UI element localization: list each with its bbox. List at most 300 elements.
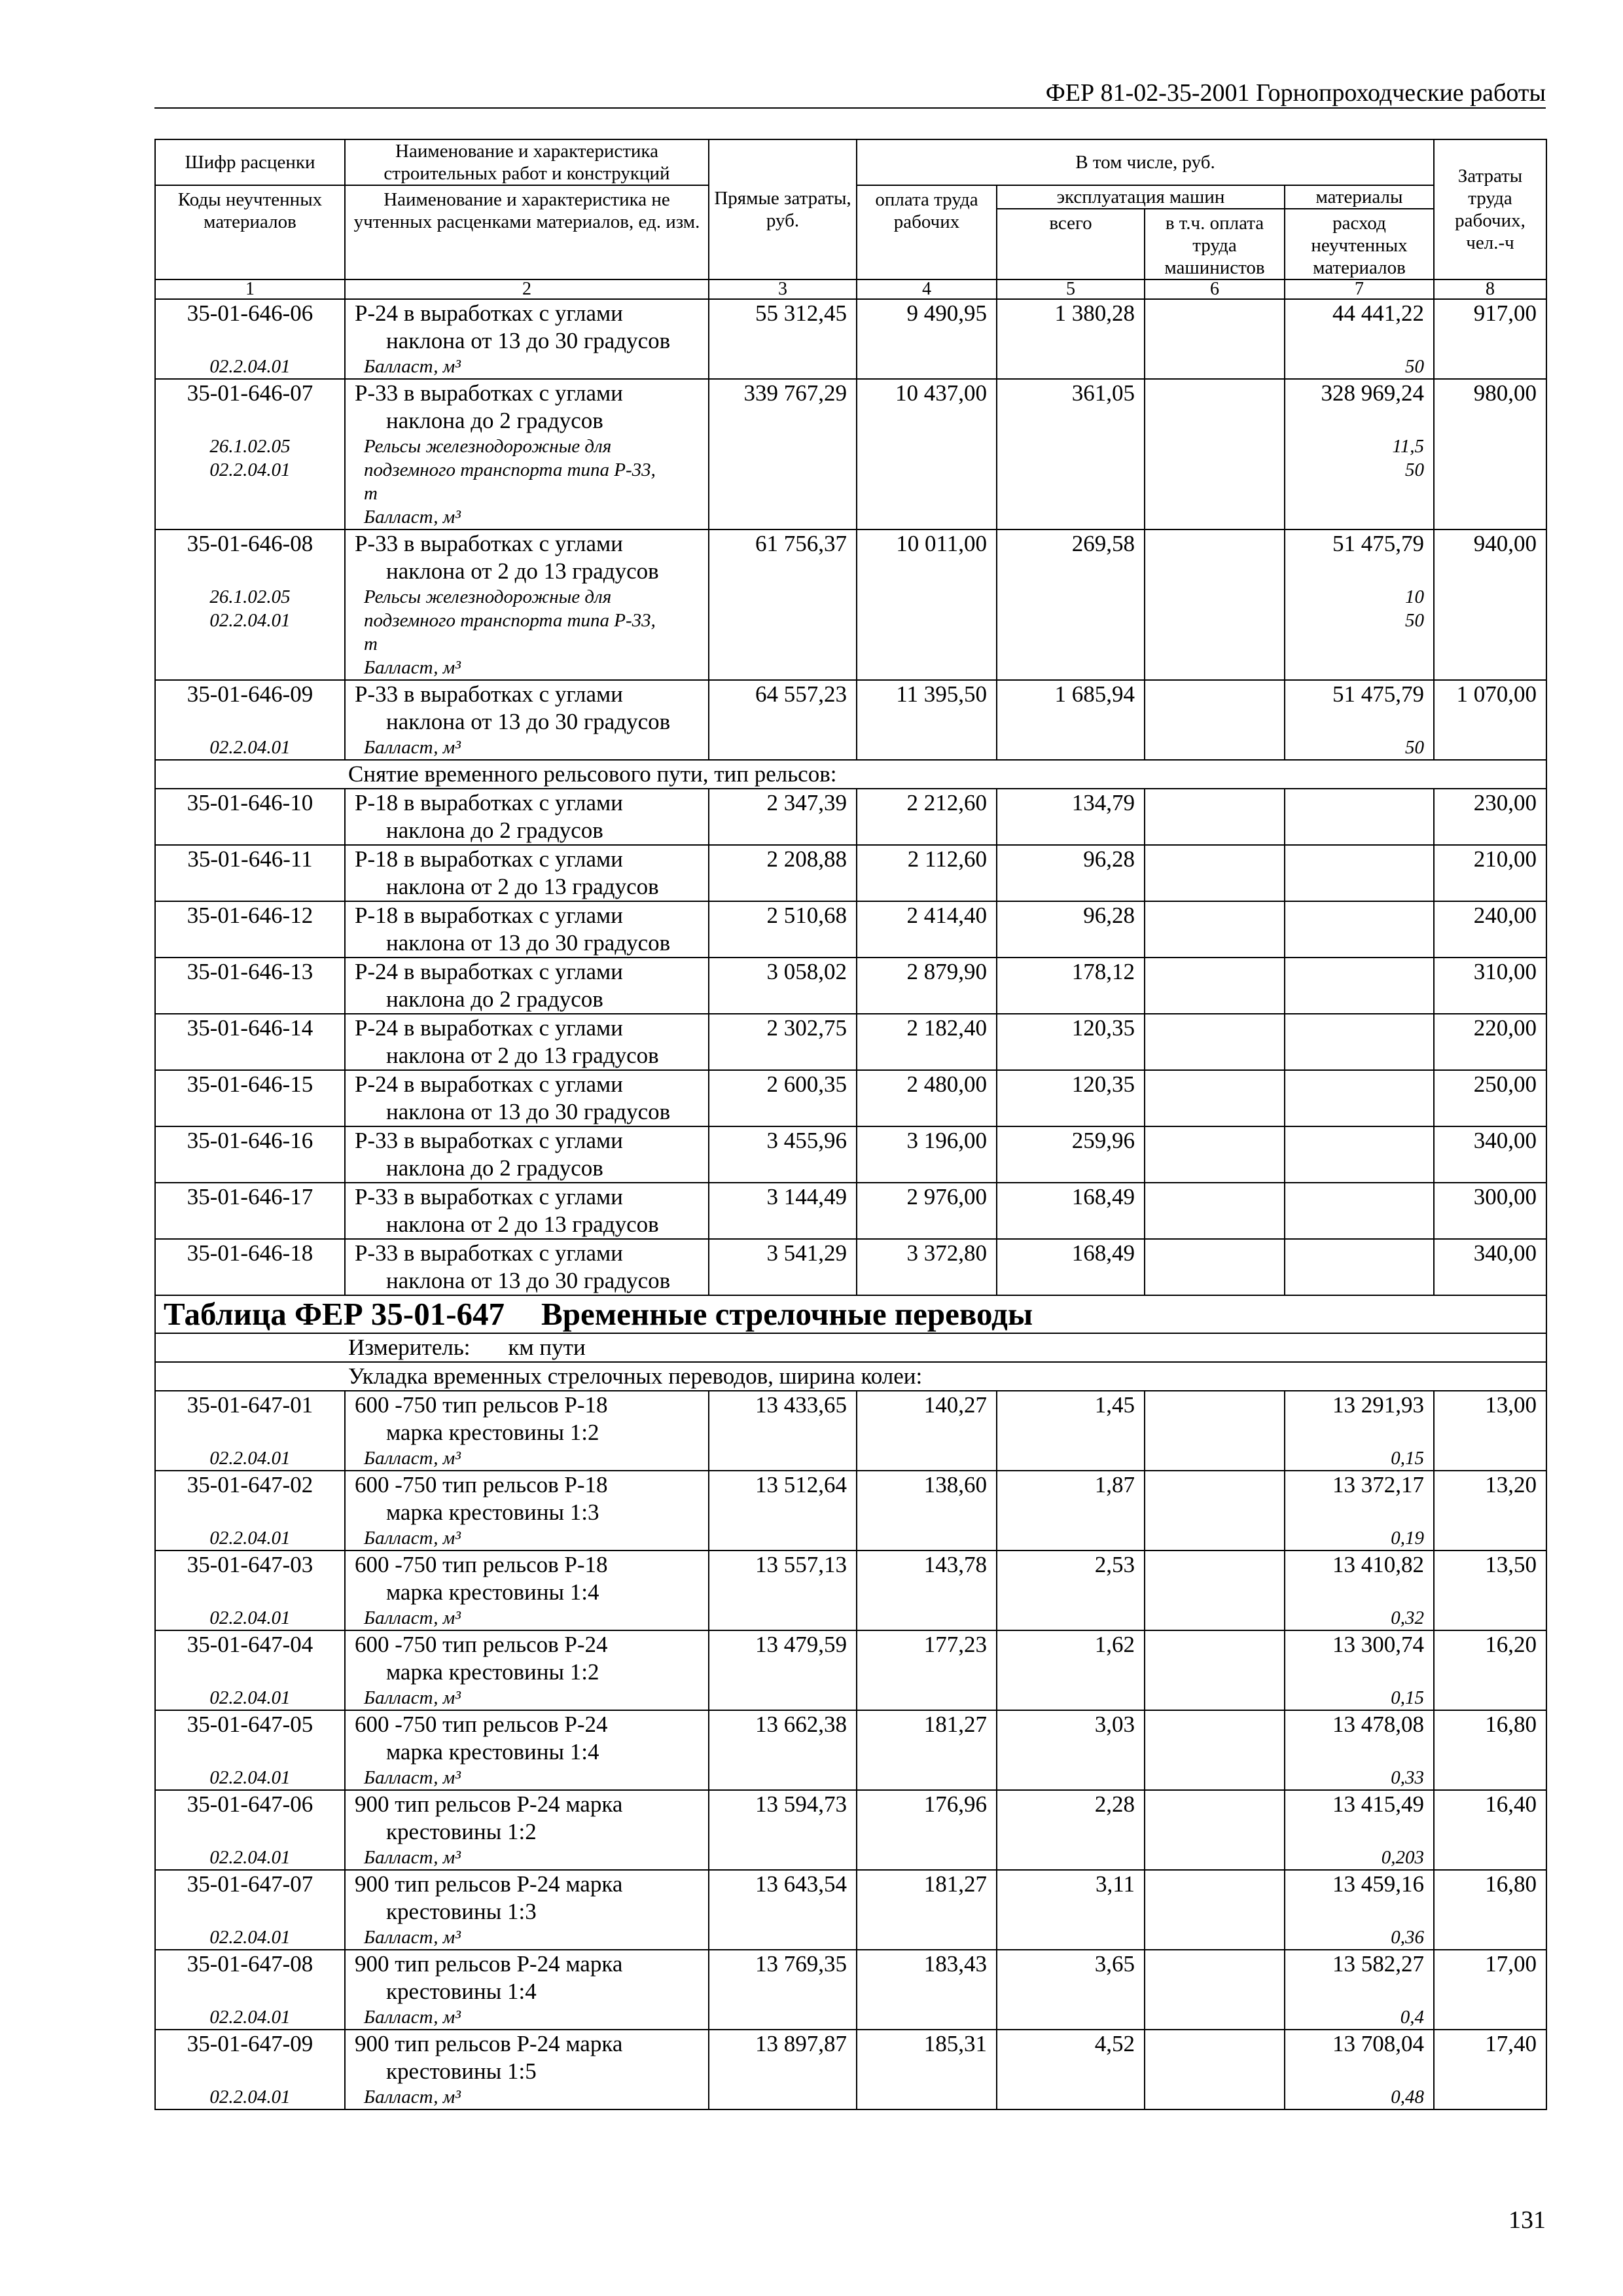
col-code-top: Шифр расценки — [155, 139, 345, 185]
value-cell-direct — [709, 680, 857, 760]
value-cell-direct — [709, 299, 857, 379]
work-name-line: Р-33 в выработках с углами — [355, 1184, 623, 1210]
rate-code-cell — [155, 1551, 345, 1630]
value-cell-labor — [1434, 1630, 1546, 1710]
value-cell-direct — [709, 1183, 857, 1239]
value-labor: 1 070,00 — [1456, 681, 1537, 707]
value-pay: 2 879,90 — [906, 959, 987, 984]
material-name-line: Балласт, м³ — [364, 657, 461, 678]
col-materials-sub: расход неучтенных материалов — [1285, 209, 1434, 279]
material-name-line: Балласт, м³ — [364, 2007, 461, 2028]
value-direct: 3 144,49 — [766, 1184, 847, 1210]
rate-code: 35-01-646-14 — [187, 1015, 313, 1041]
value-cell-mat — [1285, 1950, 1434, 2030]
value-labor: 300,00 — [1473, 1184, 1537, 1210]
value-cell-mat — [1285, 789, 1434, 845]
rate-code-cell — [155, 1630, 345, 1710]
work-name-line: Р-33 в выработках с углами — [355, 1128, 623, 1153]
value-cell-mach_pay — [1145, 1630, 1285, 1710]
value-cell-direct — [709, 1239, 857, 1295]
value-mach: 4,52 — [1094, 2031, 1135, 2056]
value-mat: 328 969,24 — [1321, 380, 1424, 406]
value-direct: 55 312,45 — [755, 300, 847, 326]
rate-code: 35-01-646-18 — [187, 1240, 313, 1266]
value-labor: 940,00 — [1473, 531, 1537, 556]
col-index: 2 — [345, 279, 709, 299]
value-mach: 259,96 — [1071, 1128, 1135, 1153]
table-row — [155, 2030, 1546, 2109]
rate-code: 35-01-646-07 — [187, 380, 313, 406]
value-labor: 13,00 — [1485, 1392, 1537, 1418]
work-name-line: марка крестовины 1:2 — [386, 1659, 599, 1685]
value-labor: 17,40 — [1485, 2031, 1537, 2056]
work-name-cell — [345, 901, 709, 958]
rate-code-cell — [155, 1710, 345, 1790]
value-mach: 361,05 — [1071, 380, 1135, 406]
value-direct: 339 767,29 — [743, 380, 847, 406]
value-cell-pay — [857, 1070, 997, 1126]
work-name-line: наклона до 2 градусов — [386, 817, 603, 843]
value-labor: 210,00 — [1473, 846, 1537, 872]
material-qty: 0,32 — [1391, 1607, 1424, 1628]
value-cell-mach — [997, 1183, 1145, 1239]
rate-code-cell — [155, 1870, 345, 1950]
value-cell-labor — [1434, 2030, 1546, 2109]
rates-group-647 — [155, 1391, 1546, 2109]
work-name-line: Р-33 в выработках с углами — [355, 380, 623, 406]
material-qty: 11,5 — [1392, 436, 1424, 457]
value-cell-mat — [1285, 379, 1434, 529]
work-name-line: наклона от 2 до 13 градусов — [386, 558, 659, 584]
material-code: 26.1.02.05 — [209, 436, 291, 457]
value-pay: 181,27 — [923, 1712, 987, 1737]
material-code: 02.2.04.01 — [209, 1927, 291, 1948]
rate-code: 35-01-646-17 — [187, 1184, 313, 1210]
work-name-line: 900 тип рельсов Р-24 марка — [355, 2031, 623, 2056]
value-mat: 51 475,79 — [1332, 531, 1424, 556]
value-mach: 1,62 — [1094, 1632, 1135, 1657]
value-cell-direct — [709, 1790, 857, 1870]
value-cell-mach_pay — [1145, 1471, 1285, 1551]
table-title-code: Таблица ФЕР 35-01-647 — [164, 1296, 505, 1332]
rate-code: 35-01-647-01 — [187, 1392, 313, 1418]
col-incl: В том числе, руб. — [857, 139, 1434, 185]
material-name-line: Балласт, м³ — [364, 1528, 461, 1549]
table-row — [155, 1471, 1546, 1551]
material-name-line: Балласт, м³ — [364, 2087, 461, 2108]
table-row — [155, 299, 1546, 379]
value-labor: 17,00 — [1485, 1951, 1537, 1977]
work-name-line: Р-33 в выработках с углами — [355, 531, 623, 556]
value-cell-labor — [1434, 529, 1546, 680]
value-cell-direct — [709, 1070, 857, 1126]
value-mach: 3,03 — [1094, 1712, 1135, 1737]
value-labor: 917,00 — [1473, 300, 1537, 326]
value-cell-direct — [709, 845, 857, 901]
table-row — [155, 1014, 1546, 1070]
value-labor: 16,40 — [1485, 1791, 1537, 1817]
table-647-heading — [155, 1295, 1546, 1391]
value-direct: 13 557,13 — [755, 1552, 847, 1577]
rate-code: 35-01-647-04 — [187, 1632, 313, 1657]
rate-code-cell — [155, 1790, 345, 1870]
table-row — [155, 789, 1546, 845]
section-heading: Укладка временных стрелочных переводов, ширина колеи: — [155, 1362, 1546, 1391]
value-cell-labor — [1434, 299, 1546, 379]
work-name-line: Р-24 в выработках с углами — [355, 1071, 623, 1097]
material-name-line: подземного транспорта типа Р-33, — [364, 459, 656, 480]
value-mach: 2,53 — [1094, 1552, 1135, 1577]
col-labor-pay: оплата труда рабочих — [857, 185, 997, 279]
work-name-line: марка крестовины 1:4 — [386, 1579, 599, 1605]
value-mat: 13 478,08 — [1332, 1712, 1424, 1737]
rate-code-cell — [155, 1471, 345, 1551]
rate-code-cell — [155, 529, 345, 680]
rate-code-cell — [155, 379, 345, 529]
value-pay: 10 011,00 — [896, 531, 987, 556]
value-mach: 3,11 — [1096, 1871, 1135, 1897]
value-cell-direct — [709, 529, 857, 680]
material-name-line: Балласт, м³ — [364, 737, 461, 758]
work-name-line: 600 -750 тип рельсов Р-18 — [355, 1472, 608, 1498]
value-cell-labor — [1434, 1471, 1546, 1551]
table-row — [155, 845, 1546, 901]
value-mach: 1,87 — [1094, 1472, 1135, 1498]
work-name-line: наклона от 13 до 30 градусов — [386, 1099, 671, 1124]
work-name-cell — [345, 1710, 709, 1790]
rate-code-cell — [155, 958, 345, 1014]
value-mach: 2,28 — [1094, 1791, 1135, 1817]
table-row — [155, 1551, 1546, 1630]
value-cell-labor — [1434, 901, 1546, 958]
col-index: 8 — [1434, 279, 1546, 299]
value-direct: 64 557,23 — [755, 681, 847, 707]
work-name-line: марка крестовины 1:4 — [386, 1739, 599, 1765]
work-name-line: наклона от 2 до 13 градусов — [386, 1043, 659, 1068]
table-row — [155, 1183, 1546, 1239]
work-name-cell — [345, 1391, 709, 1471]
value-labor: 980,00 — [1473, 380, 1537, 406]
value-mach: 168,49 — [1071, 1240, 1135, 1266]
material-code: 02.2.04.01 — [209, 737, 291, 758]
work-name-line: наклона до 2 градусов — [386, 986, 603, 1012]
material-name-line: Балласт, м³ — [364, 356, 461, 377]
rate-code: 35-01-646-06 — [187, 300, 313, 326]
value-cell-mat — [1285, 2030, 1434, 2109]
value-cell-mach — [997, 1239, 1145, 1295]
value-cell-pay — [857, 1870, 997, 1950]
material-name-line: Балласт, м³ — [364, 1687, 461, 1708]
work-name-cell — [345, 1790, 709, 1870]
table-row — [155, 958, 1546, 1014]
work-name-cell — [345, 1070, 709, 1126]
rate-code-cell — [155, 2030, 345, 2109]
value-cell-mach — [997, 1014, 1145, 1070]
value-mach: 178,12 — [1071, 959, 1135, 984]
value-direct: 13 512,64 — [755, 1472, 847, 1498]
col-direct: Прямые затраты, руб. — [709, 139, 857, 279]
value-cell-pay — [857, 1239, 997, 1295]
value-cell-labor — [1434, 379, 1546, 529]
value-cell-mat — [1285, 1471, 1434, 1551]
value-cell-direct — [709, 789, 857, 845]
value-cell-mach — [997, 1126, 1145, 1183]
value-cell-labor — [1434, 1391, 1546, 1471]
value-cell-mat — [1285, 1070, 1434, 1126]
work-name-line: наклона от 2 до 13 градусов — [386, 1211, 659, 1237]
value-mat: 13 372,17 — [1332, 1472, 1424, 1498]
section-heading: Снятие временного рельсового пути, тип рельсов: — [155, 760, 1546, 789]
value-cell-mach_pay — [1145, 1014, 1285, 1070]
work-name-cell — [345, 1126, 709, 1183]
value-mat: 13 708,04 — [1332, 2031, 1424, 2056]
value-mat: 44 441,22 — [1332, 300, 1424, 326]
value-cell-mach_pay — [1145, 1551, 1285, 1630]
value-cell-mach — [997, 789, 1145, 845]
value-cell-pay — [857, 379, 997, 529]
rate-code-cell — [155, 1183, 345, 1239]
value-pay: 177,23 — [923, 1632, 987, 1657]
value-pay: 183,43 — [923, 1951, 987, 1977]
rate-code-cell — [155, 845, 345, 901]
work-name-line: Р-18 в выработках с углами — [355, 790, 623, 816]
value-direct: 61 756,37 — [755, 531, 847, 556]
material-name-line: Балласт, м³ — [364, 1448, 461, 1469]
work-name-cell — [345, 1950, 709, 2030]
header-rule — [154, 107, 1546, 109]
value-direct: 2 208,88 — [766, 846, 847, 872]
material-code: 02.2.04.01 — [209, 1767, 291, 1788]
rates-table — [154, 139, 1547, 2110]
work-name-cell — [345, 1014, 709, 1070]
rate-code-cell — [155, 299, 345, 379]
value-direct: 13 769,35 — [755, 1951, 847, 1977]
value-cell-labor — [1434, 680, 1546, 760]
value-cell-pay — [857, 1471, 997, 1551]
value-cell-mat — [1285, 845, 1434, 901]
material-code: 02.2.04.01 — [209, 2087, 291, 2108]
rate-code: 35-01-647-07 — [187, 1871, 313, 1897]
value-direct: 3 541,29 — [766, 1240, 847, 1266]
rates-group-laying-646 — [155, 299, 1546, 760]
work-name-line: 900 тип рельсов Р-24 марка — [355, 1871, 623, 1897]
value-cell-direct — [709, 1630, 857, 1710]
value-cell-mach — [997, 901, 1145, 958]
value-cell-mach_pay — [1145, 1790, 1285, 1870]
measure-label: Измеритель: — [348, 1335, 471, 1360]
value-cell-mach — [997, 1710, 1145, 1790]
value-cell-mat — [1285, 1126, 1434, 1183]
value-cell-mach_pay — [1145, 680, 1285, 760]
material-qty: 0,4 — [1400, 2007, 1424, 2028]
rate-code: 35-01-646-12 — [187, 903, 313, 928]
work-name-cell — [345, 1870, 709, 1950]
value-pay: 143,78 — [923, 1552, 987, 1577]
value-cell-mat — [1285, 529, 1434, 680]
value-cell-mach_pay — [1145, 529, 1285, 680]
value-pay: 2 480,00 — [906, 1071, 987, 1097]
value-labor: 16,20 — [1485, 1632, 1537, 1657]
table-row — [155, 1391, 1546, 1471]
work-name-line: наклона от 13 до 30 градусов — [386, 328, 671, 353]
rate-code: 35-01-646-15 — [187, 1071, 313, 1097]
col-machines-total: всего — [997, 209, 1145, 279]
value-cell-mat — [1285, 1630, 1434, 1710]
value-cell-mach — [997, 379, 1145, 529]
value-pay: 181,27 — [923, 1871, 987, 1897]
rate-code: 35-01-646-11 — [187, 846, 313, 872]
value-direct: 13 594,73 — [755, 1791, 847, 1817]
value-cell-labor — [1434, 1950, 1546, 2030]
col-index: 4 — [857, 279, 997, 299]
work-name-line: 600 -750 тип рельсов Р-24 — [355, 1632, 608, 1657]
col-code-bottom: Коды неучтенных материалов — [155, 185, 345, 279]
value-pay: 176,96 — [923, 1791, 987, 1817]
work-name-line: 600 -750 тип рельсов Р-18 — [355, 1552, 608, 1577]
work-name-line: наклона до 2 градусов — [386, 1155, 603, 1181]
value-cell-mach_pay — [1145, 299, 1285, 379]
material-name-line: подземного транспорта типа Р-33, — [364, 610, 656, 631]
value-mach: 269,58 — [1071, 531, 1135, 556]
value-mat: 13 291,93 — [1332, 1392, 1424, 1418]
value-cell-mat — [1285, 1551, 1434, 1630]
value-cell-direct — [709, 1391, 857, 1471]
value-cell-labor — [1434, 1790, 1546, 1870]
value-direct: 13 479,59 — [755, 1632, 847, 1657]
value-pay: 2 182,40 — [906, 1015, 987, 1041]
value-cell-mach_pay — [1145, 1950, 1285, 2030]
rate-code: 35-01-646-16 — [187, 1128, 313, 1153]
value-cell-mach_pay — [1145, 789, 1285, 845]
value-cell-mach_pay — [1145, 2030, 1285, 2109]
value-cell-labor — [1434, 1710, 1546, 1790]
value-labor: 16,80 — [1485, 1712, 1537, 1737]
value-cell-mach_pay — [1145, 1070, 1285, 1126]
value-cell-mat — [1285, 1183, 1434, 1239]
table-header — [155, 139, 1546, 299]
table-row — [155, 1070, 1546, 1126]
value-cell-pay — [857, 1014, 997, 1070]
value-pay: 2 112,60 — [907, 846, 987, 872]
value-mach: 1,45 — [1094, 1392, 1135, 1418]
value-cell-pay — [857, 2030, 997, 2109]
table-row — [155, 1630, 1546, 1710]
value-cell-mach — [997, 1870, 1145, 1950]
value-cell-mach — [997, 1950, 1145, 2030]
material-code: 02.2.04.01 — [209, 1847, 291, 1868]
work-name-cell — [345, 2030, 709, 2109]
value-cell-mach — [997, 299, 1145, 379]
material-qty: 0,36 — [1391, 1927, 1424, 1948]
value-cell-labor — [1434, 789, 1546, 845]
material-qty: 50 — [1405, 737, 1424, 758]
value-cell-pay — [857, 299, 997, 379]
value-labor: 340,00 — [1473, 1240, 1537, 1266]
rate-code-cell — [155, 789, 345, 845]
value-cell-mach — [997, 1790, 1145, 1870]
value-cell-mach_pay — [1145, 845, 1285, 901]
rate-code-cell — [155, 680, 345, 760]
value-cell-pay — [857, 1183, 997, 1239]
value-cell-mach_pay — [1145, 901, 1285, 958]
value-mach: 1 685,94 — [1054, 681, 1135, 707]
value-cell-mat — [1285, 1790, 1434, 1870]
value-mach: 120,35 — [1071, 1071, 1135, 1097]
work-name-line: наклона от 13 до 30 градусов — [386, 930, 671, 956]
work-name-cell — [345, 1551, 709, 1630]
material-code: 02.2.04.01 — [209, 1607, 291, 1628]
value-cell-direct — [709, 958, 857, 1014]
table-row — [155, 1239, 1546, 1295]
table-row — [155, 1710, 1546, 1790]
rate-code: 35-01-647-03 — [187, 1552, 313, 1577]
value-cell-direct — [709, 1710, 857, 1790]
value-labor: 220,00 — [1473, 1015, 1537, 1041]
value-pay: 3 372,80 — [906, 1240, 987, 1266]
material-name-line: т — [364, 483, 378, 504]
value-mat: 13 410,82 — [1332, 1552, 1424, 1577]
value-cell-mach_pay — [1145, 1870, 1285, 1950]
material-name-line: Рельсы железнодорожные для — [364, 436, 612, 457]
table-row — [155, 1126, 1546, 1183]
material-code: 02.2.04.01 — [209, 1448, 291, 1469]
table-row — [155, 1870, 1546, 1950]
section-removal — [155, 760, 1546, 789]
work-name-line: Р-24 в выработках с углами — [355, 1015, 623, 1041]
value-mach: 3,65 — [1094, 1951, 1135, 1977]
table-row — [155, 379, 1546, 529]
work-name-line: 900 тип рельсов Р-24 марка — [355, 1951, 623, 1977]
table-title — [155, 1295, 1546, 1333]
work-name-line: крестовины 1:2 — [386, 1819, 537, 1844]
rates-table-container — [154, 139, 1546, 2110]
value-pay: 11 395,50 — [896, 681, 987, 707]
rate-code-cell — [155, 901, 345, 958]
value-direct: 13 433,65 — [755, 1392, 847, 1418]
value-labor: 250,00 — [1473, 1071, 1537, 1097]
work-name-line: Р-33 в выработках с углами — [355, 1240, 623, 1266]
value-pay: 2 212,60 — [906, 790, 987, 816]
value-mach: 134,79 — [1071, 790, 1135, 816]
work-name-cell — [345, 529, 709, 680]
value-cell-mach — [997, 845, 1145, 901]
rate-code: 35-01-647-09 — [187, 2031, 313, 2056]
value-pay: 10 437,00 — [895, 380, 987, 406]
work-name-line: Р-18 в выработках с углами — [355, 846, 623, 872]
value-cell-labor — [1434, 1239, 1546, 1295]
table-row — [155, 1950, 1546, 2030]
value-cell-labor — [1434, 958, 1546, 1014]
value-direct: 2 347,39 — [766, 790, 847, 816]
rate-code-cell — [155, 1391, 345, 1471]
value-cell-mach — [997, 680, 1145, 760]
material-qty: 0,33 — [1391, 1767, 1424, 1788]
measure-value: км пути — [508, 1335, 586, 1360]
material-name-line: Балласт, м³ — [364, 1767, 461, 1788]
value-pay: 140,27 — [923, 1392, 987, 1418]
value-cell-pay — [857, 529, 997, 680]
col-materials: материалы — [1285, 185, 1434, 209]
work-name-cell — [345, 1239, 709, 1295]
value-pay: 2 414,40 — [906, 903, 987, 928]
value-cell-mach — [997, 1471, 1145, 1551]
value-cell-direct — [709, 901, 857, 958]
value-cell-mat — [1285, 299, 1434, 379]
value-direct: 13 897,87 — [755, 2031, 847, 2056]
rate-code-cell — [155, 1126, 345, 1183]
value-cell-pay — [857, 1950, 997, 2030]
work-name-line: крестовины 1:3 — [386, 1899, 537, 1924]
